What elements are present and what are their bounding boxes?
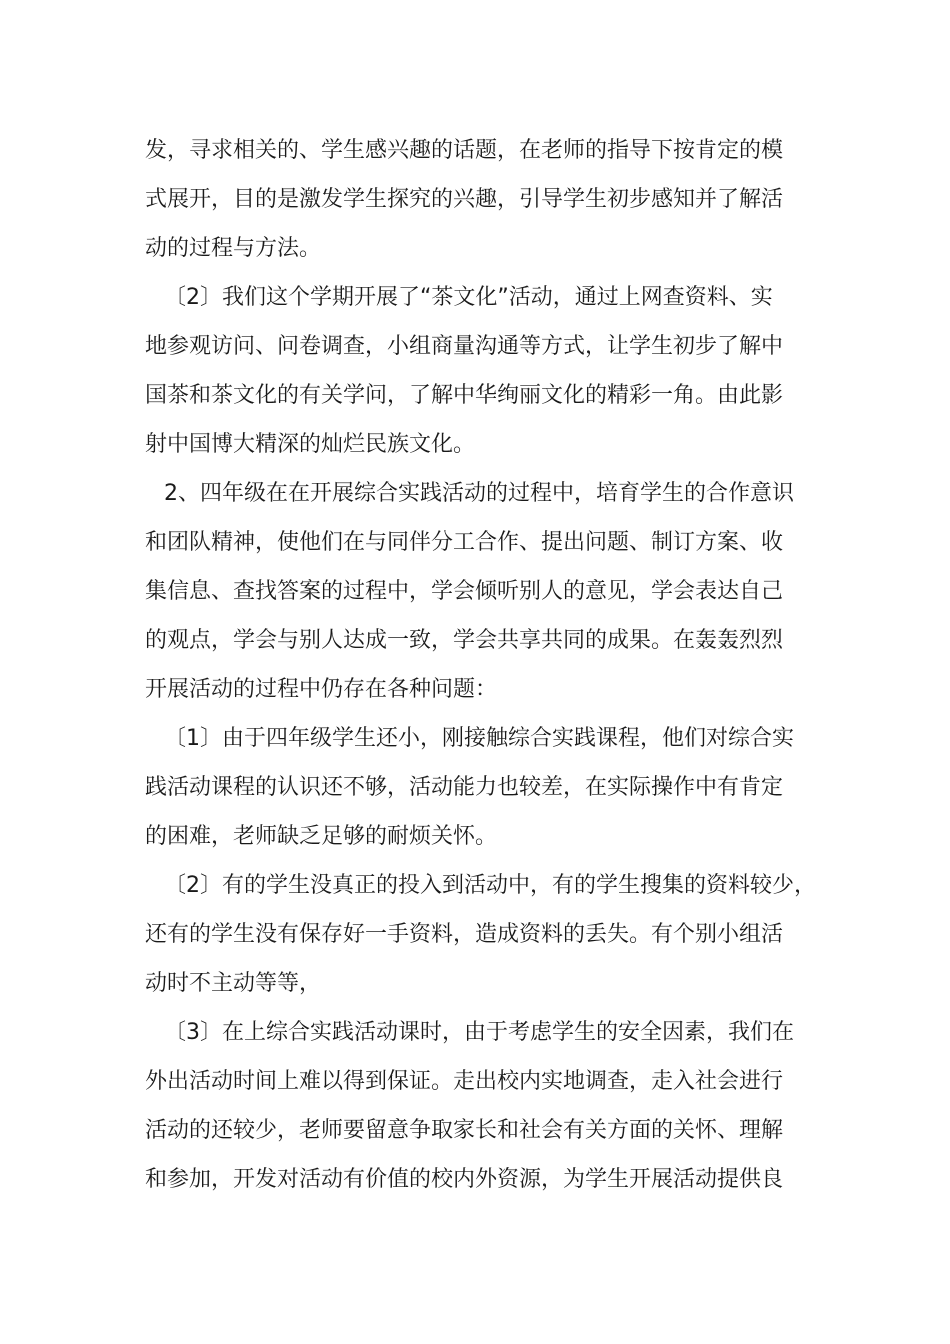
text-line: 式展开，目的是激发学生探究的兴趣，引导学生初步感知并了解活 bbox=[145, 187, 784, 212]
text-line: 和参加，开发对活动有价值的校内外资源，为学生开展活动提供良 bbox=[145, 1167, 784, 1192]
text-line: 动时不主动等等， bbox=[145, 971, 322, 996]
text-line: 国茶和茶文化的有关学问，了解中华绚丽文化的精彩一角。由此影 bbox=[145, 383, 784, 408]
text-line: 〔2〕有的学生没真正的投入到活动中，有的学生搜集的资料较少， bbox=[164, 873, 816, 898]
text-line: 地参观访问、问卷调查，小组商量沟通等方式，让学生初步了解中 bbox=[145, 334, 784, 359]
text-line: 集信息、查找答案的过程中，学会倾听别人的意见，学会表达自己 bbox=[145, 579, 784, 604]
text-line: 外出活动时间上难以得到保证。走出校内实地调查，走入社会进行 bbox=[145, 1069, 784, 1094]
text-line: 的困难，老师缺乏足够的耐烦关怀。 bbox=[145, 824, 498, 849]
text-line: 开展活动的过程中仍存在各种问题： bbox=[145, 677, 498, 702]
text-line: 活动的还较少，老师要留意争取家长和社会有关方面的关怀、理解 bbox=[145, 1118, 784, 1143]
text-line: 还有的学生没有保存好一手资料，造成资料的丢失。有个别小组活 bbox=[145, 922, 784, 947]
text-line: 动的过程与方法。 bbox=[145, 236, 322, 261]
text-line: 和团队精神，使他们在与同伴分工合作、提出问题、制订方案、收 bbox=[145, 530, 784, 555]
text-line: 〔2〕我们这个学期开展了“茶文化”活动，通过上网查资料、实 bbox=[164, 285, 773, 310]
text-line: 发，寻求相关的、学生感兴趣的话题，在老师的指导下按肯定的模 bbox=[145, 138, 784, 163]
text-line: 射中国博大精深的灿烂民族文化。 bbox=[145, 432, 476, 457]
text-line: 的观点，学会与别人达成一致，学会共享共同的成果。在轰轰烈烈 bbox=[145, 628, 784, 653]
text-line: 〔3〕在上综合实践活动课时，由于考虑学生的安全因素，我们在 bbox=[164, 1020, 794, 1045]
document-body bbox=[145, 126, 815, 1204]
text-line: 〔1〕由于四年级学生还小，刚接触综合实践课程，他们对综合实 bbox=[164, 726, 794, 751]
text-line: 践活动课程的认识还不够，活动能力也较差，在实际操作中有肯定 bbox=[145, 775, 784, 800]
text-line: 2、四年级在在开展综合实践活动的过程中，培育学生的合作意识 bbox=[164, 481, 794, 506]
